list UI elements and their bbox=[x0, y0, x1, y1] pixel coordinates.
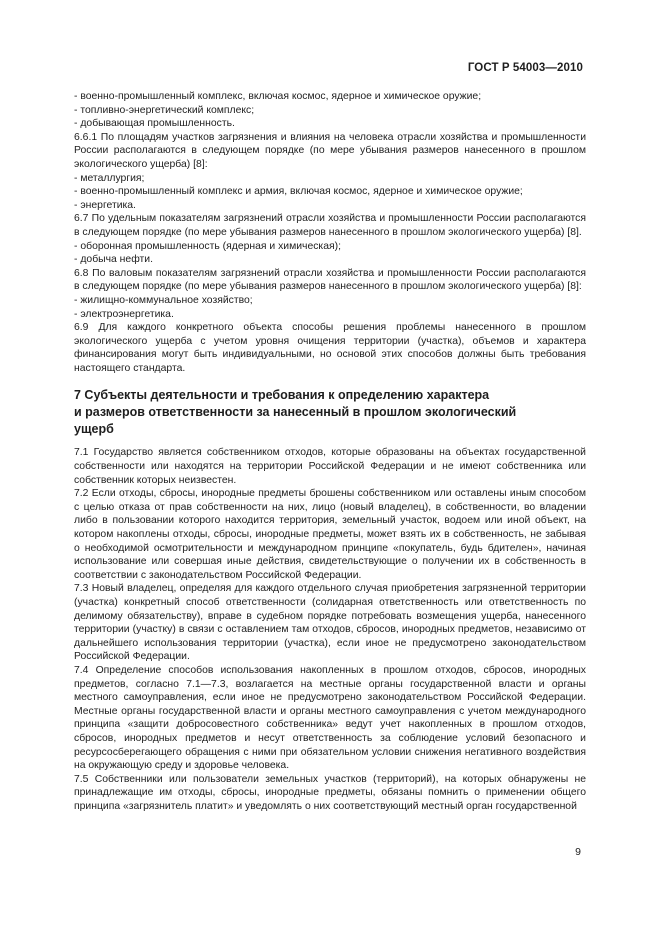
list-item: - добывающая промышленность. bbox=[74, 118, 235, 130]
heading-line: ущерб bbox=[74, 422, 114, 437]
section-7-heading bbox=[74, 387, 586, 438]
list-item: - жилищно-коммунальное хозяйство; bbox=[74, 294, 253, 306]
paragraph-6-6-1: 6.6.1 По площадям участков загрязнения и влияния на человека отрасли хозяйства и промышленности России располагаются в следующем порядке (по мере убывания размеров нанесенного в прошлом экологического ущерба) [8]: bbox=[74, 131, 586, 170]
page-number: 9 bbox=[575, 846, 581, 858]
list-item: - электроэнергетика. bbox=[74, 308, 174, 320]
list-item: - добыча нефти. bbox=[74, 254, 153, 266]
list-item: - энергетика. bbox=[74, 199, 136, 211]
paragraph-6-7: 6.7 По удельным показателям загрязнений отрасли хозяйства и промышленности России располагаются в следующем порядке (по мере убывания размеров нанесенного в прошлом экологического ущерба) [8]. bbox=[74, 213, 586, 238]
paragraph-7-2: 7.2 Если отходы, сбросы, инородные предметы брошены собственником или оставлены иным способом с целью отказа от прав собственности на них, лицо (новый владелец), в собственности, во владении либо в пользовании которого находится территория, земельный участок, водоем или иной объект, на котором накоплены отходы, сбросы, инородные предметы, может взять их в собственность, не забывая о необходимой осмотрительности и международном принципе «покупатель, будь бдителен», начиная использование или совершая иные действия, свидетельствующие о получении их в собственность в соответствии с законодательством Российской Федерации. bbox=[74, 488, 586, 581]
list-item: - топливно-энергетический комплекс; bbox=[74, 104, 255, 116]
heading-line: и размеров ответственности за нанесенный в прошлом экологический bbox=[74, 405, 517, 420]
document-body bbox=[74, 90, 586, 814]
paragraph-7-4: 7.4 Определение способов использования накопленных в прошлом отходов, сбросов, инородных предметов, согласно 7.1—7.3, возлагается на местные органы государственной власти и органы местного самоуправления, если иное не предусмотрено законодательством Российской Федерации. Местные органы государственной власти и органы местного самоуправления с учетом международного принципа «защити добросовестного собственника» ведут учет накопленных в прошлом отходов, сбросов, инородных предметов и несут ответственность за соблюдение условий безопасного и ресурсосберегающего обращения с ними при обязательном условии снижения негативного воздействия на окружающую среду и здоровье человека. bbox=[74, 664, 586, 772]
paragraph-6-8: 6.8 По валовым показателям загрязнений отрасли хозяйства и промышленности России располагаются в следующем порядке (по мере убывания размеров нанесенного в прошлом экологического ущерба) [8]: bbox=[74, 267, 586, 293]
list-item: - оборонная промышленность (ядерная и химическая); bbox=[74, 240, 341, 252]
list-item: - металлургия; bbox=[74, 172, 145, 184]
list-item: - военно-промышленный комплекс, включая космос, ядерное и химическое оружие; bbox=[74, 91, 482, 102]
paragraph-6-9: 6.9 Для каждого конкретного объекта способы решения проблемы нанесенного в прошлом экологического ущерба с учетом уровня очищения территории (участка), объемов и характера финансирования могут быть индивидуальными, но основой этих способов должны быть требования настоящего стандарта. bbox=[74, 322, 586, 374]
heading-line: 7 Субъекты деятельности и требования к определению характера bbox=[74, 388, 490, 403]
paragraph-7-5: 7.5 Собственники или пользователи земельных участков (территорий), на которых обнаружены не принадлежащие им отходы, сбросы, инородные предметы, обязаны помнить о применении общего принципа «загрязнитель платит» и уведомлять о них соответствующий местный орган государственной bbox=[74, 773, 586, 812]
paragraph-7-3: 7.3 Новый владелец, определяя для каждого отдельного случая приобретения загрязненной территории (участка) конкретный способ ответственности (солидарная ответственность или ответственность по делимому обязательству), вправе в судебном порядке потребовать возмещения ущерба, нанесенного территории (участку) в связи с оставлением там отходов, сбросов, инородных предметов, независимо от дальнейшего использования территории (участка), если иное не предусмотрено законодательством Российской Федерации. bbox=[74, 583, 586, 663]
document-code: ГОСТ Р 54003—2010 bbox=[467, 62, 583, 74]
paragraph-7-1: 7.1 Государство является собственником отходов, которые образованы на объектах государственной собственности или находятся на территории Российской Федерации и не имеют собственника или собственник которых неизвестен. bbox=[74, 447, 586, 486]
list-item: - военно-промышленный комплекс и армия, включая космос, ядерное и химическое оружие; bbox=[74, 186, 523, 198]
